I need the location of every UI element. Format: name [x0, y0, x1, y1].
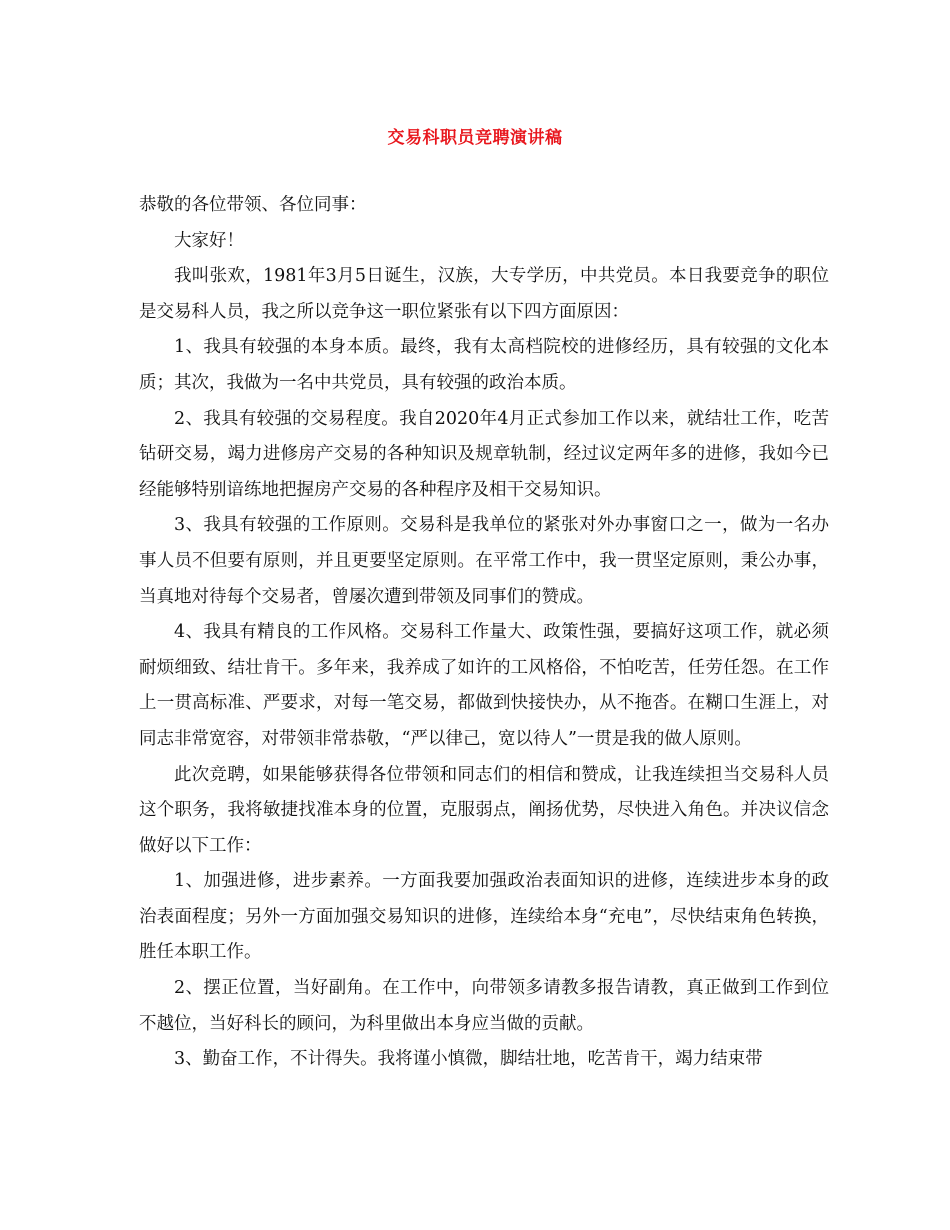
- paragraph-introduction: 我叫张欢，1981年3月5日诞生，汉族，大专学历，中共党员。本日我要竞争的职位是交易科人员，我之所以竞争这一职位紧张有以下四方面原因：: [139, 266, 829, 322]
- paragraph-reason-2: 2、我具有较强的交易程度。我自2020年4月正式参加工作以来，就结壮工作，吃苦钻研交易，竭力进修房产交易的各种知识及规章轨制，经过议定两年多的进修，我如今已经能够特别谙练地把握房产交易的各种程序及相干交易知识。: [139, 408, 829, 500]
- paragraph-greeting: 大家好！: [174, 230, 244, 251]
- document-body: [139, 188, 829, 1078]
- paragraph-reason-3: 3、我具有较强的工作原则。交易科是我单位的紧张对外办事窗口之一，做为一名办事人员不但要有原则，并且更要坚定原则。在平常工作中，我一贯坚定原则，秉公办事，当真地对待每个交易者，曾屡次遭到带领及同事们的赞成。: [139, 515, 829, 607]
- paragraph-commitment: 此次竞聘，如果能够获得各位带领和同志们的相信和赞成，让我连续担当交易科人员这个职务，我将敏捷找准本身的位置，克服弱点，阐扬优势，尽快进入角色。并决议信念做好以下工作：: [139, 764, 829, 856]
- paragraph-plan-2: 2、摆正位置，当好副角。在工作中，向带领多请教多报告请教，真正做到工作到位不越位，当好科长的顾问，为科里做出本身应当做的贡献。: [139, 978, 829, 1034]
- paragraph-reason-4: 4、我具有精良的工作风格。交易科工作量大、政策性强，要搞好这项工作，就必须耐烦细致、结壮肯干。多年来，我养成了如许的工风格俗，不怕吃苦，任劳任怨。在工作上一贯高标准、严要求，对每一笔交易，都做到快接快办，从不拖沓。在糊口生涯上，对同志非常宽容，对带领非常恭敬，“严以律己，宽以待人”一贯是我的做人原则。: [139, 622, 829, 749]
- salutation: 恭敬的各位带领、各位同事：: [139, 195, 367, 215]
- document-title: 交易科职员竞聘演讲稿: [387, 128, 563, 148]
- paragraph-plan-1: 1、加强进修，进步素养。一方面我要加强政治表面知识的进修，连续进步本身的政治表面程度；另外一方面加强交易知识的进修，连续给本身“充电”，尽快结束角色转换，胜任本职工作。: [139, 871, 829, 963]
- paragraph-reason-1: 1、我具有较强的本身本质。最终，我有太高档院校的进修经历，具有较强的文化本质；其次，我做为一名中共党员，具有较强的政治本质。: [139, 337, 829, 393]
- paragraph-plan-3: 3、勤奋工作，不计得失。我将谨小慎微，脚结壮地，吃苦肯干，竭力结束带: [174, 1049, 763, 1070]
